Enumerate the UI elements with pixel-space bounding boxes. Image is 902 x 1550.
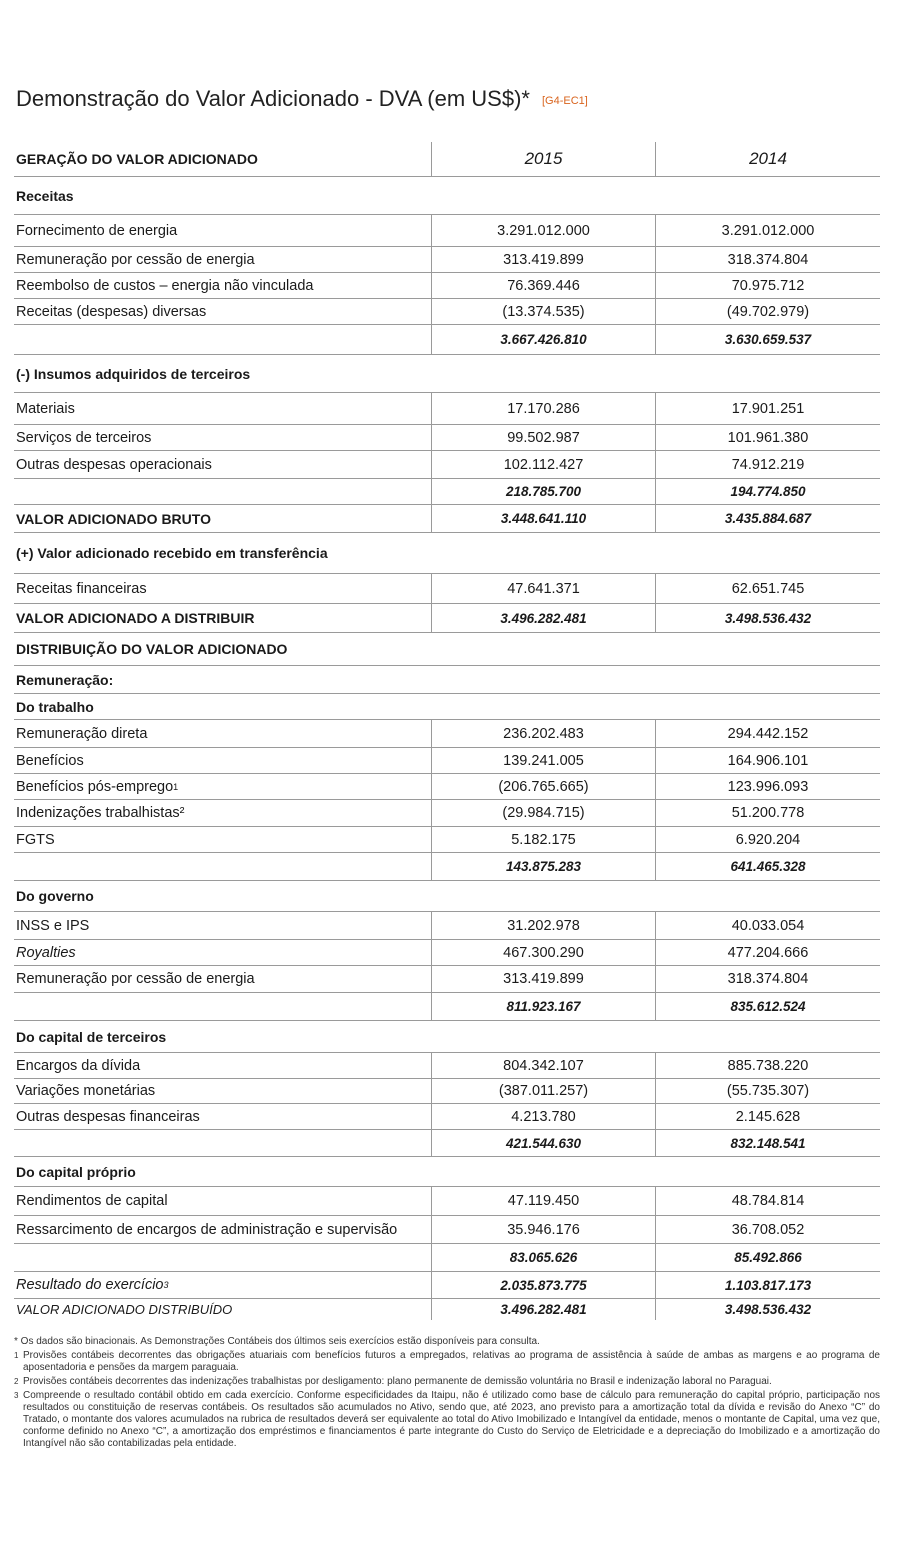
value-2015: 47.641.371 bbox=[431, 574, 655, 603]
value-2015: 3.496.282.481 bbox=[431, 604, 655, 632]
row-label-text: Receitas (despesas) diversas bbox=[16, 303, 207, 320]
row-label bbox=[16, 1021, 426, 1052]
table-row bbox=[14, 1104, 880, 1130]
row-label bbox=[16, 505, 426, 532]
footnote-text: Provisões contábeis decorrentes das obrigações atuariais com benefícios futuros a empregados, relativas ao programa de assistência à saúde de ambas as margens e ao programa de aposentadoria e pensões da margem paraguaia. bbox=[23, 1350, 880, 1373]
table-row bbox=[14, 748, 880, 774]
row-label bbox=[16, 1244, 426, 1271]
value-2014: 85.492.866 bbox=[655, 1244, 880, 1271]
footnote bbox=[14, 1336, 880, 1348]
gri-tag: [G4-EC1] bbox=[541, 95, 588, 107]
value-2014: 1.103.817.173 bbox=[655, 1272, 880, 1298]
value-2014: 17.901.251 bbox=[655, 393, 880, 424]
row-label-text: Receitas financeiras bbox=[16, 580, 147, 597]
value-2015: (29.984.715) bbox=[431, 800, 655, 826]
row-label bbox=[16, 940, 426, 965]
row-label bbox=[16, 1104, 426, 1129]
row-label-text: Outras despesas operacionais bbox=[16, 456, 212, 473]
value-2014: 40.033.054 bbox=[655, 912, 880, 939]
value-2014: 835.612.524 bbox=[655, 993, 880, 1020]
value-2015: 3.291.012.000 bbox=[431, 215, 655, 246]
row-label bbox=[16, 1130, 426, 1156]
row-label-text: Ressarcimento de encargos de administração e supervisão bbox=[16, 1221, 398, 1238]
value-2015: 3.496.282.481 bbox=[431, 1299, 655, 1320]
section-row bbox=[14, 881, 880, 912]
row-label-text: Reembolso de custos – energia não vinculada bbox=[16, 277, 314, 294]
row-label bbox=[16, 1079, 426, 1103]
value-2015: 313.419.899 bbox=[431, 966, 655, 992]
row-label bbox=[16, 912, 426, 939]
value-2015: 421.544.630 bbox=[431, 1130, 655, 1156]
row-label-text: Outras despesas financeiras bbox=[16, 1108, 200, 1125]
table-row bbox=[14, 1272, 880, 1299]
page-title bbox=[16, 86, 588, 112]
row-label-text: FGTS bbox=[16, 831, 55, 848]
footnotes bbox=[14, 1336, 880, 1452]
subtotal-row bbox=[14, 479, 880, 505]
value-2014: 164.906.101 bbox=[655, 748, 880, 773]
row-label-text: VALOR ADICIONADO BRUTO bbox=[16, 510, 211, 527]
value-2014: 123.996.093 bbox=[655, 774, 880, 799]
table-row bbox=[14, 827, 880, 853]
table-row bbox=[14, 574, 880, 604]
row-label-text: Serviços de terceiros bbox=[16, 429, 152, 446]
section-row bbox=[14, 355, 880, 393]
value-2015: 83.065.626 bbox=[431, 1244, 655, 1271]
value-2014: 641.465.328 bbox=[655, 853, 880, 880]
row-label-text: Remuneração direta bbox=[16, 725, 148, 742]
row-label-text: Do capital de terceiros bbox=[16, 1028, 167, 1045]
value-2015: 35.946.176 bbox=[431, 1216, 655, 1243]
header-year-2015: 2015 bbox=[431, 142, 655, 176]
title-text: Demonstração do Valor Adicionado - DVA (em US$)* bbox=[16, 86, 530, 111]
table-row bbox=[14, 273, 880, 299]
value-2015: 467.300.290 bbox=[431, 940, 655, 965]
value-2014: 194.774.850 bbox=[655, 479, 880, 504]
row-label-text: Benefícios pós-emprego bbox=[16, 778, 174, 795]
value-2015: 5.182.175 bbox=[431, 827, 655, 852]
section-row bbox=[14, 533, 880, 574]
subtotal-row bbox=[14, 853, 880, 881]
total-row bbox=[14, 604, 880, 633]
row-label-text: Royalties bbox=[16, 944, 76, 961]
value-2015: 47.119.450 bbox=[431, 1187, 655, 1215]
row-label bbox=[16, 479, 426, 504]
row-label bbox=[16, 853, 426, 880]
value-2015: 2.035.873.775 bbox=[431, 1272, 655, 1298]
footnote bbox=[14, 1350, 880, 1374]
value-2014: 318.374.804 bbox=[655, 966, 880, 992]
value-2015: 31.202.978 bbox=[431, 912, 655, 939]
section-row bbox=[14, 1157, 880, 1187]
subtotal-row bbox=[14, 325, 880, 355]
value-2014: 70.975.712 bbox=[655, 273, 880, 298]
table-row bbox=[14, 1216, 880, 1244]
row-label-text: Do governo bbox=[16, 888, 94, 904]
row-label-text: Remuneração por cessão de energia bbox=[16, 971, 255, 987]
value-2015: 236.202.483 bbox=[431, 720, 655, 747]
row-label bbox=[16, 1053, 426, 1078]
row-label-text: Benefícios bbox=[16, 752, 84, 769]
footnote bbox=[14, 1376, 880, 1388]
row-label bbox=[16, 633, 426, 665]
table-row bbox=[14, 800, 880, 827]
table-row bbox=[14, 1187, 880, 1216]
row-label-text: INSS e IPS bbox=[16, 917, 90, 934]
row-label bbox=[16, 827, 426, 852]
footnote bbox=[14, 1390, 880, 1450]
table-row bbox=[14, 299, 880, 325]
footnote-ref: 1 bbox=[173, 781, 179, 792]
table-row bbox=[14, 393, 880, 425]
value-2014: 6.920.204 bbox=[655, 827, 880, 852]
value-2014: 832.148.541 bbox=[655, 1130, 880, 1156]
row-label-text: Materiais bbox=[16, 400, 75, 417]
row-label bbox=[16, 800, 426, 826]
table-row bbox=[14, 215, 880, 247]
value-2015: 143.875.283 bbox=[431, 853, 655, 880]
table-row bbox=[14, 774, 880, 800]
table-row bbox=[14, 247, 880, 273]
table-row bbox=[14, 912, 880, 940]
row-label bbox=[16, 299, 426, 324]
table-row bbox=[14, 1079, 880, 1104]
dva-table bbox=[14, 142, 880, 1320]
subtotal-row bbox=[14, 1130, 880, 1157]
row-label bbox=[16, 1187, 426, 1215]
row-label bbox=[16, 574, 426, 603]
value-2015: 804.342.107 bbox=[431, 1053, 655, 1078]
section-row bbox=[14, 694, 880, 720]
total-row bbox=[14, 505, 880, 533]
row-label-text: VALOR ADICIONADO A DISTRIBUIR bbox=[16, 610, 255, 626]
value-2015: 4.213.780 bbox=[431, 1104, 655, 1129]
section-row bbox=[14, 633, 880, 666]
value-2014: 3.630.659.537 bbox=[655, 325, 880, 354]
table-body bbox=[14, 177, 880, 1320]
value-2015: 102.112.427 bbox=[431, 451, 655, 478]
table-row bbox=[14, 451, 880, 479]
row-label bbox=[16, 393, 426, 424]
value-2015: (13.374.535) bbox=[431, 299, 655, 324]
value-2015: 76.369.446 bbox=[431, 273, 655, 298]
table-row bbox=[14, 720, 880, 748]
value-2014: 3.498.536.432 bbox=[655, 604, 880, 632]
table-row bbox=[14, 940, 880, 966]
row-label-text: Remuneração: bbox=[16, 671, 114, 688]
table-row bbox=[14, 1299, 880, 1320]
section-row bbox=[14, 666, 880, 694]
row-label bbox=[16, 993, 426, 1020]
row-label bbox=[16, 325, 426, 354]
row-label bbox=[16, 273, 426, 298]
value-2015: 139.241.005 bbox=[431, 748, 655, 773]
row-label bbox=[16, 1272, 426, 1298]
row-label-text: Remuneração por cessão de energia bbox=[16, 251, 255, 268]
value-2015: 313.419.899 bbox=[431, 247, 655, 272]
row-label bbox=[16, 694, 426, 719]
row-label bbox=[16, 1299, 426, 1320]
value-2014: 101.961.380 bbox=[655, 425, 880, 450]
row-label-text: DISTRIBUIÇÃO DO VALOR ADICIONADO bbox=[16, 641, 288, 657]
table-row bbox=[14, 966, 880, 993]
footnote-mark: 1 bbox=[14, 1351, 19, 1360]
row-label-text: Fornecimento de energia bbox=[16, 222, 178, 239]
row-label bbox=[16, 533, 426, 573]
value-2014: 36.708.052 bbox=[655, 1216, 880, 1243]
row-label-text: Encargos da dívida bbox=[16, 1057, 141, 1074]
value-2014: 3.291.012.000 bbox=[655, 215, 880, 246]
footnote-text: * Os dados são binacionais. As Demonstrações Contábeis dos últimos seis exercícios estão disponíveis para consulta. bbox=[14, 1336, 540, 1347]
value-2014: 318.374.804 bbox=[655, 247, 880, 272]
row-label bbox=[16, 720, 426, 747]
footnote-mark: 2 bbox=[14, 1377, 19, 1386]
value-2015: (387.011.257) bbox=[431, 1079, 655, 1103]
row-label bbox=[16, 247, 426, 272]
value-2015: 99.502.987 bbox=[431, 425, 655, 450]
value-2015: 811.923.167 bbox=[431, 993, 655, 1020]
row-label bbox=[16, 355, 426, 392]
row-label-text: Resultado do exercício bbox=[16, 1277, 164, 1293]
value-2015: (206.765.665) bbox=[431, 774, 655, 799]
value-2014: 3.435.884.687 bbox=[655, 505, 880, 532]
row-label bbox=[16, 881, 426, 911]
value-2014: (55.735.307) bbox=[655, 1079, 880, 1103]
subtotal-row bbox=[14, 993, 880, 1021]
row-label-text: VALOR ADICIONADO DISTRIBUÍDO bbox=[16, 1302, 233, 1317]
value-2015: 218.785.700 bbox=[431, 479, 655, 504]
row-label-text: Receitas bbox=[16, 187, 74, 204]
row-label bbox=[16, 425, 426, 450]
row-label-text: Indenizações trabalhistas² bbox=[16, 805, 185, 821]
section-row bbox=[14, 1021, 880, 1053]
value-2014: 48.784.814 bbox=[655, 1187, 880, 1215]
row-label-text: (+) Valor adicionado recebido em transferência bbox=[16, 545, 328, 561]
row-label bbox=[16, 774, 426, 799]
value-2014: 2.145.628 bbox=[655, 1104, 880, 1129]
value-2014: 62.651.745 bbox=[655, 574, 880, 603]
value-2015: 3.667.426.810 bbox=[431, 325, 655, 354]
row-label bbox=[16, 1216, 426, 1243]
row-label bbox=[16, 1157, 426, 1186]
value-2015: 3.448.641.110 bbox=[431, 505, 655, 532]
subtotal-row bbox=[14, 1244, 880, 1272]
value-2014: 74.912.219 bbox=[655, 451, 880, 478]
row-label bbox=[16, 177, 426, 214]
value-2015: 17.170.286 bbox=[431, 393, 655, 424]
footnote-mark: 3 bbox=[14, 1391, 19, 1400]
header-label: GERAÇÃO DO VALOR ADICIONADO bbox=[16, 151, 258, 167]
row-label bbox=[16, 215, 426, 246]
row-label-text: (-) Insumos adquiridos de terceiros bbox=[16, 365, 251, 382]
footnote-ref: 3 bbox=[163, 1280, 169, 1290]
value-2014: 3.498.536.432 bbox=[655, 1299, 880, 1320]
row-label bbox=[16, 451, 426, 478]
section-row bbox=[14, 177, 880, 215]
table-header bbox=[14, 142, 880, 177]
row-label bbox=[16, 966, 426, 992]
row-label-text: Variações monetárias bbox=[16, 1083, 156, 1099]
row-label bbox=[16, 748, 426, 773]
value-2014: 885.738.220 bbox=[655, 1053, 880, 1078]
value-2014: 477.204.666 bbox=[655, 940, 880, 965]
table-row bbox=[14, 1053, 880, 1079]
value-2014: 294.442.152 bbox=[655, 720, 880, 747]
row-label bbox=[16, 604, 426, 632]
value-2014: 51.200.778 bbox=[655, 800, 880, 826]
row-label-text: Do trabalho bbox=[16, 698, 94, 715]
header-year-2014: 2014 bbox=[655, 142, 880, 176]
value-2014: (49.702.979) bbox=[655, 299, 880, 324]
footnote-text: Compreende o resultado contábil obtido em cada exercício. Conforme especificidades da Itaipu, não é utilizado como base de cálculo para remuneração do capital próprio, participação nos resultados ou constituição de reservas contábeis. Os resultados são acumulados no Ativo, sendo que, até 2023, ano previsto para a amortização total da dívida e revisão do Anexo “C” do Tratado, o montante dos valores acumulados na rubrica de resultados deverá ser equivalente ao total do Ativo Imobilizado e Intangível da entidade, menos o montante de Capital, uma vez que, conforme definido no Anexo “C”, a amortização dos empréstimos e financiamentos é parte integrante do Custo do Serviço de Eletricidade e a depreciação do Imobilizado e a amortização do Intangível não são contabilizadas pela entidade. bbox=[23, 1390, 880, 1449]
row-label-text: Rendimentos de capital bbox=[16, 1193, 168, 1209]
footnote-text: Provisões contábeis decorrentes das indenizações trabalhistas por desligamento: plano permanente de demissão voluntária no Brasil e indenização laboral no Paraguai. bbox=[23, 1376, 772, 1387]
row-label bbox=[16, 666, 426, 693]
row-label-text: Do capital próprio bbox=[16, 1163, 136, 1180]
table-row bbox=[14, 425, 880, 451]
